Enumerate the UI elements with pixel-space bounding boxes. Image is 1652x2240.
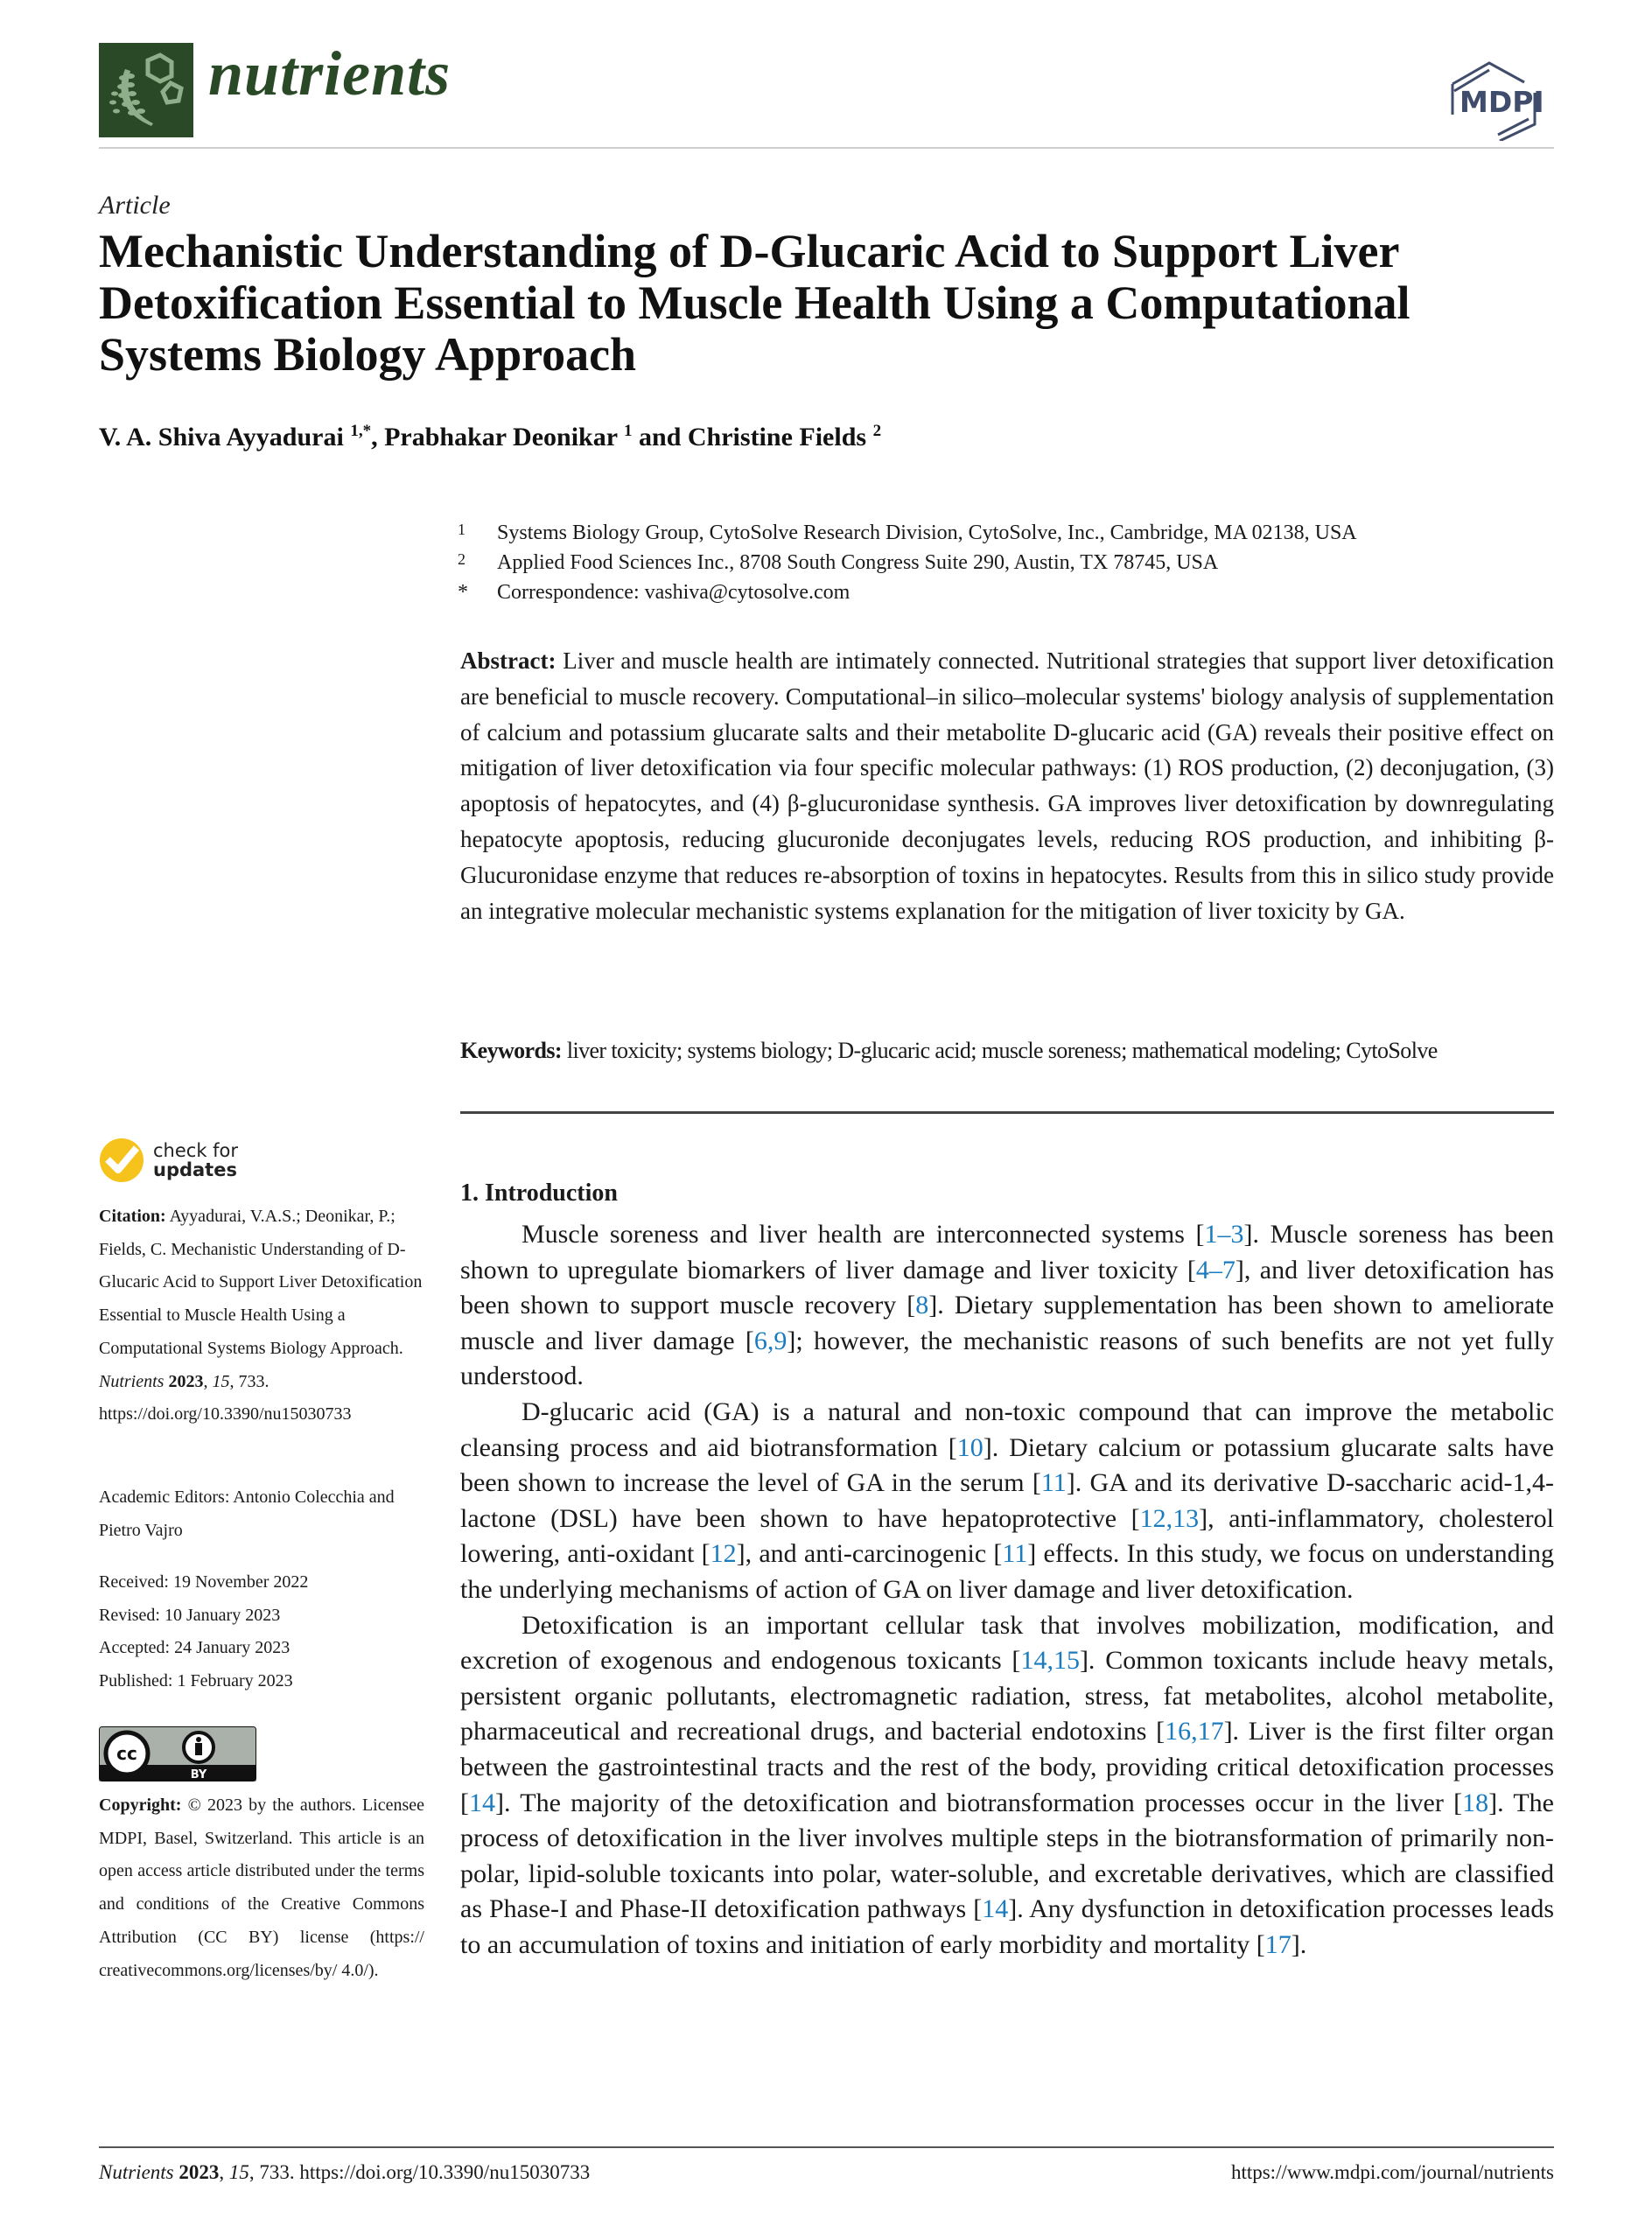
journal-name: nutrients xyxy=(208,38,452,108)
reference-link[interactable]: 14,15 xyxy=(1020,1646,1080,1676)
reference-link[interactable]: 16,17 xyxy=(1165,1717,1224,1746)
publication-dates xyxy=(99,1566,427,1698)
author-affiliation-mark: 2 xyxy=(872,422,882,440)
reference-link[interactable]: 11 xyxy=(1040,1468,1067,1498)
reference-link[interactable]: 14 xyxy=(469,1788,495,1817)
reference-link[interactable]: 6,9 xyxy=(753,1326,788,1355)
abstract-divider xyxy=(460,1111,1554,1114)
date-received: Received: 19 November 2022 xyxy=(99,1572,309,1592)
mdpi-hexagon-logo-icon xyxy=(1428,58,1559,141)
copyright-notice: Copyright: © 2023 by the authors. Licensee MDPI, Basel, Switzerland. This article is an open access article distributed under the terms and conditions of the Creative Commons Attribution (CC BY) license (https:// creativecommons.org/licenses/by/ 4.0/). xyxy=(99,1796,425,1980)
academic-editors: Academic Editors: Antonio Colecchia and Pietro Vajro xyxy=(99,1488,395,1540)
keywords-text: liver toxicity; systems biology; D-glucaric acid; muscle soreness; mathematical modeling; CytoSolve xyxy=(566,1038,1438,1063)
author-list: V. A. Shiva Ayyadurai $^{1,*}$, Prabhakar Deonikar $^1$ and Christine Fields $^2$ xyxy=(99,422,882,452)
abstract-label: Abstract: xyxy=(460,648,556,674)
author-name: Prabhakar Deonikar xyxy=(384,423,618,452)
copyright-label: Copyright: xyxy=(99,1796,182,1815)
reference-link[interactable]: 12,13 xyxy=(1139,1503,1200,1533)
reference-link[interactable]: 4–7 xyxy=(1195,1255,1236,1284)
reference-link[interactable]: 10 xyxy=(956,1432,984,1462)
creative-commons-by-icon xyxy=(99,1726,256,1782)
cc-by-license-badge[interactable] xyxy=(99,1726,256,1782)
footer-doi-link[interactable]: , 733. https://doi.org/10.3390/nu15030733 xyxy=(248,2161,591,2183)
paragraph: Detoxification is an important cellular task that involves mobilization, modification, and excretion of exogenous and endogenous toxicants [14,15]. Common toxicants include heavy metals, persistent organic pollutants, electromagnetic radiation, stress, fat metabolites, alcohol metabolite, pharmaceutical and recreational drugs, and bacterial endotoxins [16,17]. Liver is the first filter organ between the gastrointestinal tracts and the rest of the body, providing critical detoxification processes [14]. The majority of the detoxification and biotransformation processes occur in the liver [18]. The process of detoxification in the liver involves multiple steps in the biotransformation of primarily non-polar, lipid-soluble toxicants into polar, water-soluble, and excretable derivatives, which are classified as Phase-I and Phase-II detoxification pathways [14]. Any dysfunction in detoxification processes leads to an accumulation of toxins and initiation of early morbidity and mortality [17]. xyxy=(460,1610,1554,1959)
paragraph: D-glucaric acid (GA) is a natural and non-toxic compound that can improve the metabolic cleansing process and aid biotransformation [10]. Dietary calcium or potassium glucarate salts have been shown to increase the level of GA in the serum [11]. GA and its derivative D-saccharic acid-1,4-lactone (DSL) have been shown to have hepatoprotective [12,13], anti-inflammatory, cholesterol lowering, anti-oxidant [12], and anti-carcinogenic [11] effects. In this study, we focus on understanding the underlying mechanisms of action of GA on liver damage and liver detoxification. xyxy=(460,1396,1555,1604)
article-title: Mechanistic Understanding of D-Glucaric Acid to Support Liver Detoxification Essential to Muscle Health Using a Computational Systems Biology Approach xyxy=(99,225,1410,381)
abstract-text: Liver and muscle health are intimately connected. Nutritional strategies that support liver detoxification are beneficial to muscle recovery. Computational–in silico–molecular systems' biology analysis of supplementation of calcium and potassium glucarate salts and their metabolite D-glucaric acid (GA) reveals their positive effect on mitigation of liver detoxification via four specific molecular pathways: (1) ROS production, (2) deconjugation, (3) apoptosis of hepatocytes, and (4) β-glucuronidase synthesis. GA improves liver detoxification by downregulating hepatocyte apoptosis, reducing glucuronide deconjugates levels, reducing ROS production, and inhibiting β-Glucuronidase enzyme that reduces re-absorption of toxins in hepatocytes. Results from this in silico study provide an integrative molecular mechanistic systems explanation for the mitigation of liver toxicity by GA. xyxy=(460,648,1555,924)
footer-citation: Nutrients 2023, 15, 733. https://doi.org/10.3390/nu15030733 xyxy=(99,2161,591,2183)
check-circle-icon xyxy=(99,1138,144,1183)
author-affiliation-mark: 1 xyxy=(624,422,633,440)
paragraph: Muscle soreness and liver health are interconnected systems [1–3]. Muscle soreness has been shown to upregulate biomarkers of liver damage and liver toxicity [4–7], and liver detoxification has been shown to support muscle recovery [8]. Dietary supplementation has been shown to ameliorate muscle and liver damage [6,9]; however, the mechanistic reasons of such benefits are not yet fully understood. xyxy=(460,1220,1554,1391)
author-name: V. A. Shiva Ayyadurai xyxy=(99,423,344,452)
reference-link[interactable]: 8 xyxy=(915,1291,929,1320)
author-affiliation-mark: 1,* xyxy=(350,422,372,440)
reference-link[interactable]: 18 xyxy=(1462,1788,1489,1817)
correspondence: * Correspondence: vashiva@cytosolve.com xyxy=(458,581,850,604)
keywords xyxy=(460,1038,1563,1064)
introduction-body xyxy=(460,1217,1554,1963)
reference-link[interactable]: 12 xyxy=(710,1539,737,1569)
reference-link[interactable]: 11 xyxy=(1002,1539,1028,1569)
header-divider xyxy=(99,147,1554,149)
svg-text:MDPI: MDPI xyxy=(1460,85,1544,119)
reference-link[interactable]: 17 xyxy=(1264,1929,1292,1959)
date-accepted: Accepted: 24 January 2023 xyxy=(99,1638,290,1658)
reference-link[interactable]: 1–3 xyxy=(1204,1220,1244,1249)
footer-divider xyxy=(99,2146,1554,2148)
keywords-label: Keywords: xyxy=(460,1038,562,1063)
citation: Citation: Ayyadurai, V.A.S.; Deonikar, P.; Fields, C. Mechanistic Understanding of D-Glucaric Acid to Support Liver Detoxification Essential to Muscle Health Using a Computational Systems Biology Approach. Nutrients 2023, 15, 733. https://doi.org/10.3390/nu15030733 xyxy=(99,1207,423,1424)
affiliation-item: 1 Systems Biology Group, CytoSolve Research Division, CytoSolve, Inc., Cambridge, MA 02138, USA xyxy=(458,521,1357,544)
publisher-logo xyxy=(1428,58,1559,141)
journal-logo xyxy=(99,43,193,137)
svg-text:BY: BY xyxy=(190,1768,207,1782)
journal-url-link[interactable]: https://www.mdpi.com/journal/nutrients xyxy=(1230,2161,1554,2183)
affiliation-item: 2 Applied Food Sciences Inc., 8708 South Congress Suite 290, Austin, TX 78745, USA xyxy=(458,550,1219,574)
citation-label: Citation: xyxy=(99,1207,166,1226)
abstract xyxy=(460,643,1554,928)
date-revised: Revised: 10 January 2023 xyxy=(99,1605,281,1625)
affiliations xyxy=(458,518,1560,607)
citation-doi-link[interactable]: https://doi.org/10.3390/nu15030733 xyxy=(99,1404,352,1424)
section-heading: 1. Introduction xyxy=(460,1180,618,1207)
svg-text:cc: cc xyxy=(116,1743,137,1764)
article-type: Article xyxy=(99,191,171,220)
check-for-updates-button[interactable]: check for updates xyxy=(99,1138,238,1183)
reference-link[interactable]: 14 xyxy=(982,1894,1009,1924)
author-name: Christine Fields xyxy=(687,423,867,452)
wheat-molecule-logo-icon xyxy=(99,43,193,137)
date-published: Published: 1 February 2023 xyxy=(99,1671,293,1691)
